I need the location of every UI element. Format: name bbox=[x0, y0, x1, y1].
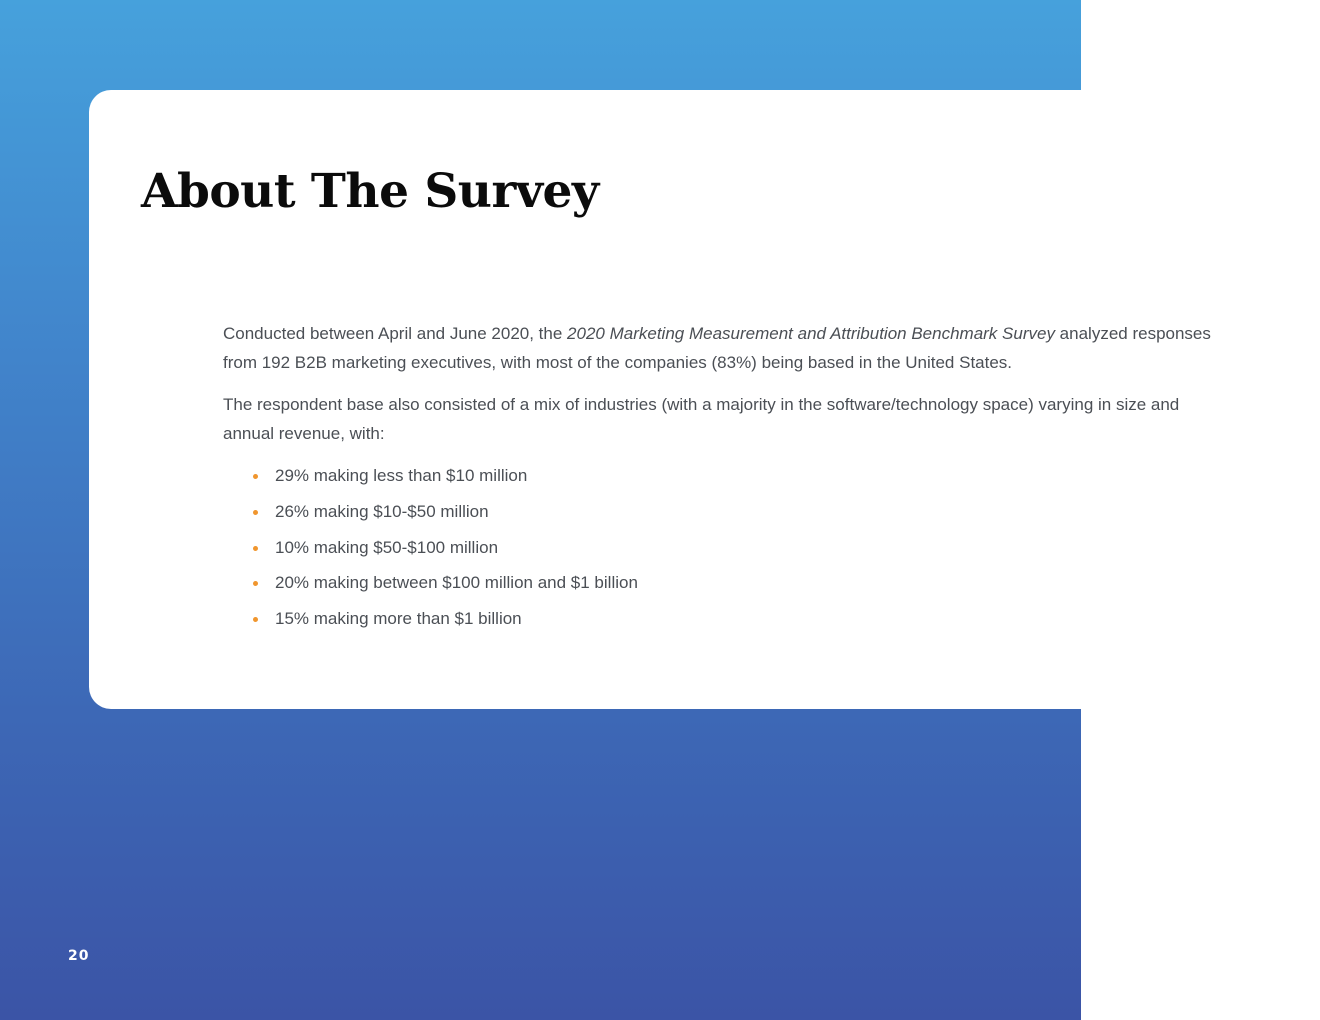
list-item-text: 26% making $10-$50 million bbox=[275, 501, 489, 521]
list-item-text: 15% making more than $1 billion bbox=[275, 609, 522, 629]
list-item-text: 29% making less than $10 million bbox=[275, 466, 528, 485]
list-item bbox=[275, 605, 1233, 633]
list-item-text: 20% making between $100 million and $1 billion bbox=[275, 573, 638, 593]
bullet-icon bbox=[253, 617, 258, 622]
survey-name: 2020 Marketing Measurement and Attribution Benchmark Survey bbox=[567, 324, 1055, 343]
list-item bbox=[275, 569, 1233, 597]
intro-prefix: Conducted between April and June 2020, the bbox=[223, 324, 568, 343]
bullet-icon bbox=[253, 546, 258, 551]
list-item bbox=[275, 498, 1233, 526]
bullet-icon bbox=[253, 581, 258, 586]
content-card bbox=[89, 90, 1320, 709]
intro-paragraph bbox=[223, 320, 1233, 377]
intro-suffix: analyzed responses from 192 B2B marketing executives, with most of the companies (83%) being based in the United States. bbox=[223, 324, 1211, 372]
list-item-text: 10% making $50-$100 million bbox=[275, 537, 499, 557]
page-title: About The Survey bbox=[141, 164, 599, 219]
page-number: 20 bbox=[68, 948, 90, 964]
bullet-icon bbox=[253, 474, 258, 479]
respondents-paragraph: The respondent base also consisted of a mix of industries (with a majority in the software/technology space) varying in size and annual revenue, with: bbox=[223, 395, 1180, 443]
list-item bbox=[275, 534, 1233, 562]
survey-description bbox=[223, 320, 1233, 641]
list-item bbox=[275, 462, 1233, 490]
bullet-icon bbox=[253, 510, 258, 515]
revenue-list bbox=[223, 462, 1233, 633]
